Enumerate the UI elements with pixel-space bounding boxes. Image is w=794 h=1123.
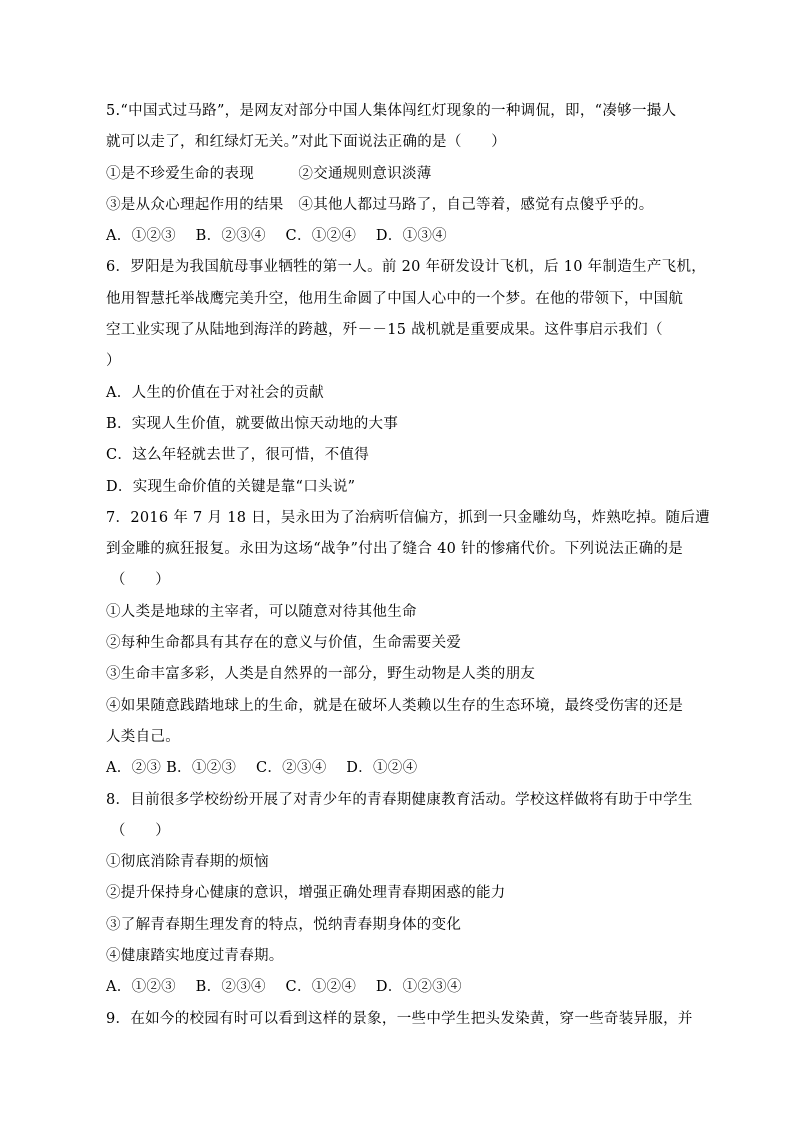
question-5-answer-row: A．①②③ B．②③④ C．①②④ D．①③④ xyxy=(106,228,447,245)
question-block-9 xyxy=(106,1004,716,1035)
document-content xyxy=(106,96,716,1035)
question-5-option-items: ①是不珍爱生命的表现 ②交通规则意识淡薄 xyxy=(106,165,432,182)
question-6-choice-a: A．人生的价值在于对社会的贡献 xyxy=(106,384,324,401)
question-block-8 xyxy=(106,785,716,1004)
question-6-choice-d: D．实现生命价值的关键是靠“口头说” xyxy=(106,478,356,495)
question-6-choice-c: C．这么年轻就去世了，很可惜，不值得 xyxy=(106,447,369,464)
question-7-answer-row: A．②③ B．①②③ C．②③④ D．①②④ xyxy=(106,760,418,777)
question-9-stem-line: 9．在如今的校园有时可以看到这样的景象，一些中学生把头发染黄，穿一些奇装异服，并 xyxy=(106,1010,693,1027)
question-7-stem-line: 到金雕的疯狂报复。永田为这场“战争”付出了缝合 40 针的惨痛代价。下列说法正确的是 xyxy=(106,541,684,558)
question-8-answer-row: A．①②③ B．②③④ C．①②④ D．①②③④ xyxy=(106,979,462,996)
question-8-option-items: ①彻底消除青春期的烦恼 xyxy=(106,854,269,871)
question-8-stem-line: 8．目前很多学校纷纷开展了对青少年的青春期健康教育活动。学校这样做将有助于中学生 xyxy=(106,791,693,808)
question-6-choice-b: B．实现人生价值，就要做出惊天动地的大事 xyxy=(106,415,399,432)
question-5-option-items: ③是从众心理起作用的结果 ④其他人都过马路了，自己等着，感觉有点傻乎乎的。 xyxy=(106,196,654,213)
question-7-option-items: ①人类是地球的主宰者，可以随意对待其他生命 xyxy=(106,603,417,620)
question-8-option-items: ②提升保持身心健康的意识，增强正确处理青春期困惑的能力 xyxy=(106,885,506,902)
question-7-option-items: 人类自己。 xyxy=(106,728,180,745)
question-block-5 xyxy=(106,96,716,252)
question-6-stem-line: 6．罗阳是为我国航母事业牺牲的第一人。前 20 年研发设计飞机，后 10 年制造生产飞机， xyxy=(106,259,707,276)
question-8-option-items: ④健康踏实地度过青春期。 xyxy=(106,948,284,965)
question-5-stem-line: 就可以走了，和红绿灯无关。”对此下面说法正确的是（ ） xyxy=(106,134,507,151)
question-block-7 xyxy=(106,503,716,785)
question-7-stem-line: （ ） xyxy=(106,572,171,589)
question-block-6 xyxy=(106,252,716,502)
question-8-stem-line: （ ） xyxy=(106,822,171,839)
question-8-option-items: ③了解青春期生理发育的特点，悦纳青春期身体的变化 xyxy=(106,916,462,933)
question-6-stem-line: 他用智慧托举战鹰完美升空，他用生命圆了中国人心中的一个梦。在他的带领下，中国航 xyxy=(106,290,684,307)
question-7-option-items: ②每种生命都具有其存在的意义与价值，生命需要关爱 xyxy=(106,635,462,652)
question-6-stem-line: ） xyxy=(106,353,121,370)
question-6-stem-line: 空工业实现了从陆地到海洋的跨越，歼－－15 战机就是重要成果。这件事启示我们（ xyxy=(106,322,663,339)
question-7-option-items: ③生命丰富多彩，人类是自然界的一部分，野生动物是人类的朋友 xyxy=(106,666,536,683)
question-7-stem-line: 7．2016 年 7 月 18 日，吴永田为了治病听信偏方，抓到一只金雕幼鸟，炸熟吃掉。随后遭 xyxy=(106,509,710,526)
question-5-stem-line: 5.“中国式过马路”，是网友对部分中国人集体闯红灯现象的一种调侃，即，“凑够一撮人 xyxy=(106,103,677,119)
question-7-option-items: ④如果随意践踏地球上的生命，就是在破坏人类赖以生存的生态环境，最终受伤害的还是 xyxy=(106,697,684,714)
